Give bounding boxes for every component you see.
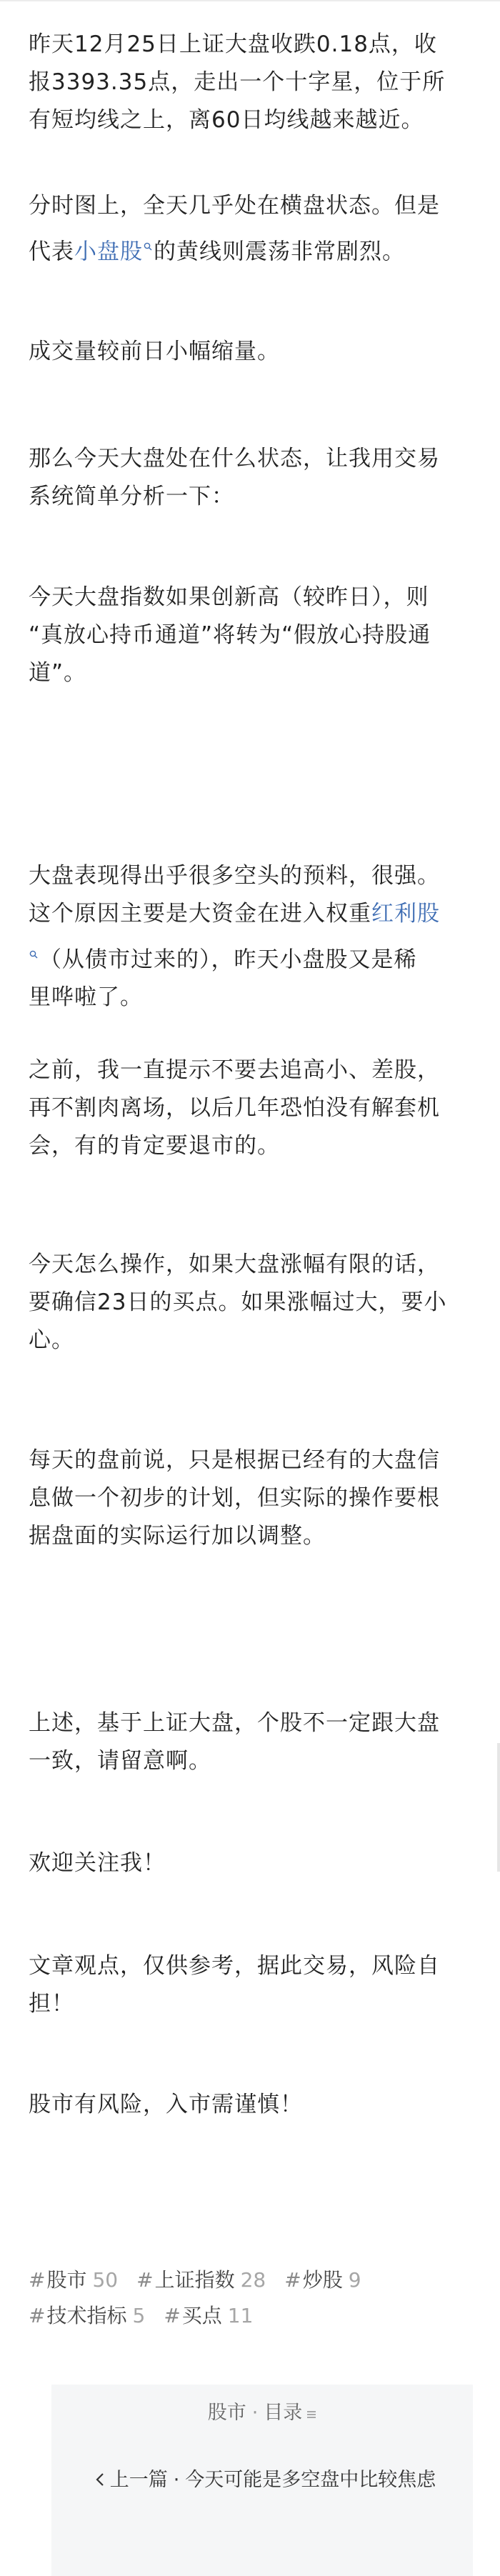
text-line: 那么今天大盘处在什么状态，让我用交易 — [29, 446, 440, 471]
tag-row — [29, 2266, 380, 2295]
paragraph-market-strength — [29, 857, 479, 1017]
tag-stock-market[interactable] — [29, 2266, 118, 2295]
text-line: 要确信23日的买点。如果涨幅过大，要小 — [29, 1289, 447, 1315]
paragraph-market-close — [29, 26, 479, 139]
text-line: 大盘表现得出乎很多空头的预料，很强。 — [29, 863, 440, 889]
tag-technical-indicators[interactable] — [29, 2302, 145, 2330]
paragraph-warning — [29, 1052, 479, 1165]
paragraph-opinion — [29, 1947, 479, 2023]
text-line: 心。 — [29, 1327, 74, 1353]
paragraph-premarket-plan — [29, 1442, 479, 1555]
tag-label: 买点 — [181, 2304, 222, 2327]
tag-label: 技术指标 — [46, 2304, 127, 2327]
text-line: 里哗啦了。 — [29, 984, 143, 1011]
tag-count: 11 — [227, 2304, 254, 2327]
text-line: 昨天12月25日上证大盘收跌0.18点，收 — [29, 31, 437, 57]
tag-label: 股市 — [46, 2268, 87, 2292]
text-line: 报3393.35点，走出一个十字星，位于所 — [29, 69, 446, 95]
paragraph-volume — [29, 333, 479, 371]
paragraph-intraday — [29, 187, 479, 271]
hash-icon: # — [136, 2268, 154, 2292]
text-line: 息做一个初步的计划，但实际的操作要根 — [29, 1485, 440, 1511]
tag-shanghai-index[interactable] — [136, 2266, 266, 2295]
previous-title: 今天可能是多空盘中比较焦虑 — [185, 2469, 436, 2491]
text-line: “真放心持币通道”将转为“假放心持股通 — [29, 622, 431, 648]
directory-title[interactable] — [51, 2385, 473, 2442]
link-dividend-stocks[interactable]: 红利股 — [371, 901, 440, 927]
paragraph-disclaimer-index — [29, 1704, 479, 1780]
chevron-left-icon — [96, 2467, 104, 2495]
article-directory — [51, 2385, 473, 2576]
previous-article-link[interactable] — [66, 2466, 466, 2495]
text-line: 代表 — [29, 239, 74, 265]
link-small-cap-stocks[interactable]: 小盘股 — [74, 239, 143, 265]
paragraph-index-channel — [29, 579, 479, 692]
text-line: 系统简单分析一下： — [29, 484, 234, 509]
text-line: 成交量较前日小幅缩量。 — [29, 339, 280, 364]
text-line: 每天的盘前说，只是根据已经有的大盘信 — [29, 1447, 440, 1473]
paragraph-operation — [29, 1246, 479, 1359]
text-line: 据盘面的实际运行加以调整。 — [29, 1523, 326, 1549]
tag-stock-trading[interactable] — [284, 2266, 361, 2295]
tag-label: 炒股 — [302, 2268, 343, 2292]
directory-collection: 股市 — [207, 2402, 246, 2424]
text-line: 担！ — [29, 1991, 74, 2017]
tag-buy-point[interactable] — [164, 2302, 253, 2330]
top-divider — [0, 0, 500, 1]
hash-icon: # — [29, 2268, 46, 2292]
text-line: 的黄线则震荡非常剧烈。 — [154, 239, 405, 265]
search-icon[interactable] — [144, 225, 152, 263]
text-line: 分时图上，全天几乎处在横盘状态。但是 — [29, 193, 440, 219]
tag-label: 上证指数 — [154, 2268, 235, 2292]
text-line: 今天怎么操作，如果大盘涨幅有限的话， — [29, 1252, 440, 1277]
text-line: 股市有风险，入市需谨慎！ — [29, 2092, 303, 2117]
text-line: 道”。 — [29, 660, 87, 686]
text-line: 上述，基于上证大盘，个股不一定跟大盘 — [29, 1710, 440, 1736]
text-line: 有短均线之上，离60日均线越来越近。 — [29, 107, 424, 133]
list-icon — [306, 2385, 316, 2442]
directory-separator: · — [251, 2402, 259, 2424]
text-line: 会，有的肯定要退市的。 — [29, 1133, 280, 1159]
search-icon[interactable] — [29, 933, 38, 971]
hash-icon: # — [29, 2304, 46, 2327]
text-line: 这个原因主要是大资金在进入权重 — [29, 901, 371, 927]
text-line: 再不割肉离场，以后几年恐怕没有解套机 — [29, 1095, 440, 1121]
directory-label: 目录 — [264, 2402, 303, 2424]
paragraph-follow — [29, 1844, 479, 1882]
scrollbar[interactable] — [497, 1743, 500, 1872]
tag-row — [29, 2302, 271, 2330]
hash-icon: # — [164, 2304, 181, 2327]
text-line: 之前，我一直提示不要去追高小、差股， — [29, 1057, 440, 1083]
text-line: 欢迎关注我！ — [29, 1850, 166, 1876]
tag-count: 9 — [348, 2268, 361, 2292]
text-line: 一致，请留意啊。 — [29, 1748, 211, 1774]
text-line: 今天大盘指数如果创新高（较昨日），则 — [29, 584, 429, 610]
previous-separator: · — [173, 2469, 180, 2491]
paragraph-analysis-intro — [29, 440, 479, 516]
tag-count: 5 — [132, 2304, 146, 2327]
hash-icon: # — [284, 2268, 301, 2292]
text-line: 文章观点，仅供参考，据此交易，风险自 — [29, 1953, 440, 1979]
previous-label: 上一篇 — [109, 2469, 168, 2491]
tag-count: 28 — [240, 2268, 266, 2292]
paragraph-risk — [29, 2086, 479, 2124]
tag-count: 50 — [92, 2268, 119, 2292]
text-line: （从债市过来的），昨天小盘股又是稀 — [39, 947, 417, 973]
